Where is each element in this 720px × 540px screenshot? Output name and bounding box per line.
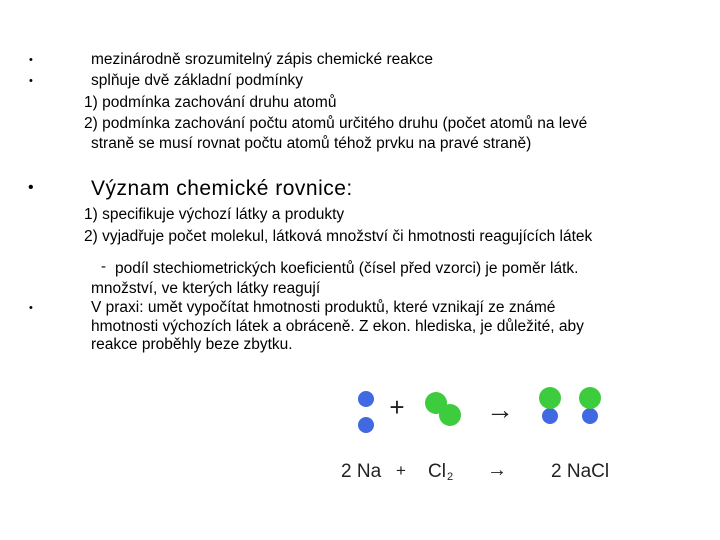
text-line-stoichiometry-cont: množství, ve kterých látky reagují — [91, 280, 321, 297]
equation-arrow: → — [487, 459, 507, 481]
bullet: • — [29, 302, 33, 314]
equation-reactant-chlorine: Cl — [428, 461, 446, 482]
equation-product: 2 NaCl — [551, 461, 610, 482]
text-line-practice: V praxi: umět vypočítat hmotnosti produktů, které vznikají ze známé — [91, 299, 556, 316]
bullet: • — [29, 54, 33, 66]
sodium-atom — [582, 408, 598, 424]
chlorine-atom — [539, 387, 561, 409]
text-line-stoichiometry: podíl stechiometrických koeficientů (čísel před vzorci) je poměr látk. — [115, 260, 579, 277]
text-line-practice-end: reakce proběhly beze zbytku. — [91, 336, 293, 353]
bullet: • — [29, 75, 33, 87]
equation-plus: + — [396, 461, 406, 480]
text-line-condition-1: 1) podmínka zachování druhu atomů — [84, 94, 337, 111]
equation-reactant-sodium: 2 Na — [341, 461, 382, 482]
equation-subscript: 2 — [447, 471, 454, 483]
sodium-atom — [542, 408, 558, 424]
text-line-practice-cont: hmotnosti výchozích látek a obráceně. Z ekon. hlediska, je důležité, aby — [91, 318, 584, 335]
plus-symbol: + — [389, 392, 405, 422]
arrow-symbol: → — [486, 394, 514, 425]
text-line-conditions: splňuje dvě základní podmínky — [91, 72, 303, 89]
text-line-meaning-1: 1) specifikuje výchozí látky a produkty — [84, 206, 345, 223]
text-line-definition: mezinárodně srozumitelný zápis chemické reakce — [91, 51, 434, 68]
chlorine-atom — [579, 387, 601, 409]
bullet: • — [28, 179, 34, 196]
chlorine-atom — [439, 404, 461, 426]
section-heading: Význam chemické rovnice: — [91, 177, 353, 200]
text-line-condition-2: 2) podmínka zachování počtu atomů určitého druhu (počet atomů na levé — [84, 115, 588, 132]
text-line-condition-2-cont: straně se musí rovnat počtu atomů téhož prvku na pravé straně) — [91, 135, 532, 152]
sodium-atom — [358, 417, 374, 433]
dash-marker: - — [101, 258, 106, 275]
sodium-atom — [358, 391, 374, 407]
text-line-meaning-2: 2) vyjadřuje počet molekul, látková množství či hmotnosti reagujících látek — [84, 228, 593, 245]
